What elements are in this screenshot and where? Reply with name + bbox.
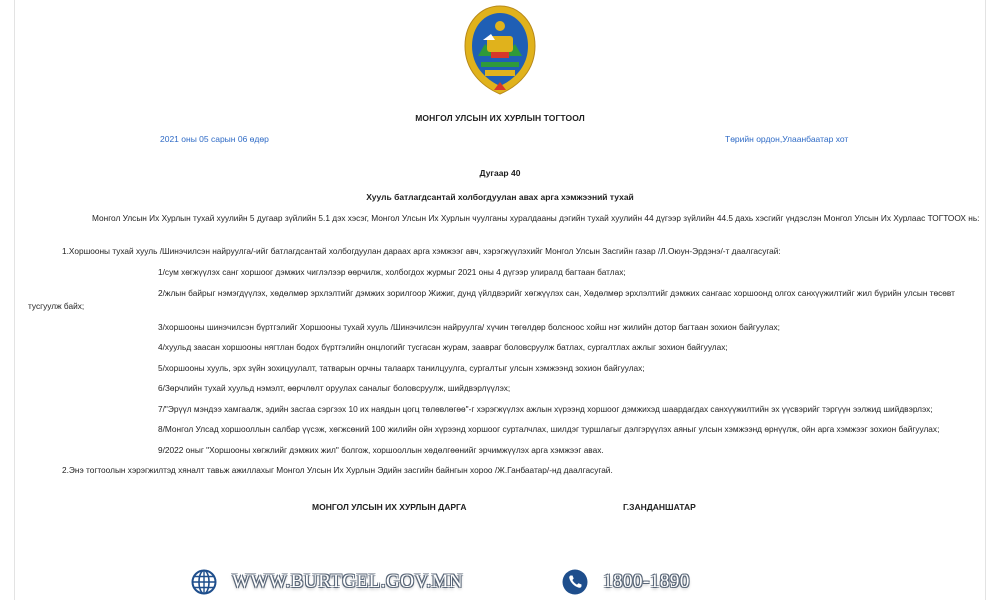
subitem-6: 6/Зөрчлийн тухай хуульд нэмэлт, өөрчлөлт оруулах саналыг боловсруулж, шийдвэрлүүлэх;	[158, 383, 511, 393]
item-2: 2.Энэ тогтоолын хэрэгжилтэд хяналт тавьж ажиллахыг Монгол Улсын Их Хурлын Эдийн засгийн байнгын хороо /Ж.Ганбаатар/-нд даалгасугай.	[62, 465, 613, 475]
subitem-9: 9/2022 оныг "Хоршооны хөгжлийг дэмжих жил" болгож, хоршооллын хөдөлгөөнийг эрчимжүүлэх арга хэмжээг авах.	[158, 445, 604, 455]
document-title: МОНГОЛ УЛСЫН ИХ ХУРЛЫН ТОГТООЛ	[415, 113, 585, 123]
item-1: 1.Хоршооны тухай хууль /Шинэчилсэн найруулга/-ийг батлагдсантай холбогдуулан дараах арга хэмжээг авч, хэрэгжүүлэхийг Монгол Улсын Засгийн газар /Л.Оюун-Эрдэнэ/-т даалгасугай:	[62, 246, 781, 256]
subitem-4: 4/хуульд заасан хоршооны нягтлан бодох бүртгэлийн онцлогийг тусгасан журам, заавраг боловсруулж батлах, сургалтлах ажлыг зохион байгуулах;	[158, 342, 728, 352]
document-date: 2021 оны 05 сарын 06 өдөр	[160, 134, 269, 144]
phone-icon	[562, 569, 588, 595]
state-emblem-icon	[461, 4, 539, 96]
document-place: Төрийн ордон,Улаанбаатар хот	[725, 134, 849, 144]
footer-phone[interactable]: 1800-1890	[603, 571, 690, 592]
document-number: Дугаар 40	[479, 168, 521, 178]
signature-name: Г.ЗАНДАНШАТАР	[623, 502, 696, 512]
subitem-2: 2/жлын байрыг нэмэгдүүлэх, хөдөлмөр эрхлэлтийг дэмжих зорилгоор Жижиг, дунд үйлдвэрийг хөгжүүлэх сан, Хөдөлмөр эрхлэлтийг дэмжих сангаас хоршоонд олгох санхүүжилтийг жил бүрийн улсын төсөвт тусгуулж байх;	[28, 288, 955, 311]
subitem-8: 8/Монгол Улсад хоршооллын салбар үүсэж, хөгжсөний 100 жилийн ойн хүрээнд хоршоог сурталчлах, шилдэг туршлагыг дэлгэрүүлэх аяныг улсын хэмжээнд өрнүүлж, ойн арга хэмжээг зохион байгуулах;	[158, 424, 940, 434]
subitem-3: 3/хоршооны шинэчилсэн бүртгэлийг Хоршооны тухай хууль /Шинэчилсэн найруулга/ хүчин төгөлдөр болсноос хойш нэг жилийн дотор багтаан зохион байгуулах;	[158, 322, 780, 332]
subitem-5: 5/хоршооны хууль, эрх зүйн зохицуулалт, татварын орчны талаарх танилцуулга, сургалтыг улсын хэмжээнд зохион байгуулах;	[158, 363, 645, 373]
signature-title: МОНГОЛ УЛСЫН ИХ ХУРЛЫН ДАРГА	[312, 502, 467, 512]
footer-website[interactable]: WWW.BURTGEL.GOV.MN	[232, 571, 464, 592]
document-subject: Хууль батлагдсантай холбогдуулан авах арга хэмжээний тухай	[366, 192, 634, 202]
subitem-7: 7/"Эрүүл мэндээ хамгаалж, эдийн засгаа сэргээх 10 их наядын цогц төлөвлөгөө"-г хэрэгжүүлэх ажлын хүрээнд хоршоог дэмжихэд шаардагдах санхүүжилтийн эх үүсвэрийг тэргүүн ээлжид шийдвэрлэх;	[158, 404, 933, 414]
intro-paragraph: Монгол Улсын Их Хурлын тухай хуулийн 5 дугаар зүйлийн 5.1 дэх хэсэг, Монгол Улсын Их Хурлын чуулганы хуралдааны дэгийн тухай хуулийн 44 дүгээр зүйлийн 44.5 дахь хэсгийг үндэслэн Монгол Улсын Их Хурлаас ТОГТООХ нь:	[92, 213, 980, 223]
footer	[0, 566, 1000, 600]
subitem-1: 1/сум хөгжүүлэх санг хоршоог дэмжих чиглэлээр өөрчилж, холбогдох журмыг 2021 оны 4 дүгээр улиралд багтаан батлах;	[158, 267, 626, 277]
globe-icon	[191, 569, 217, 595]
